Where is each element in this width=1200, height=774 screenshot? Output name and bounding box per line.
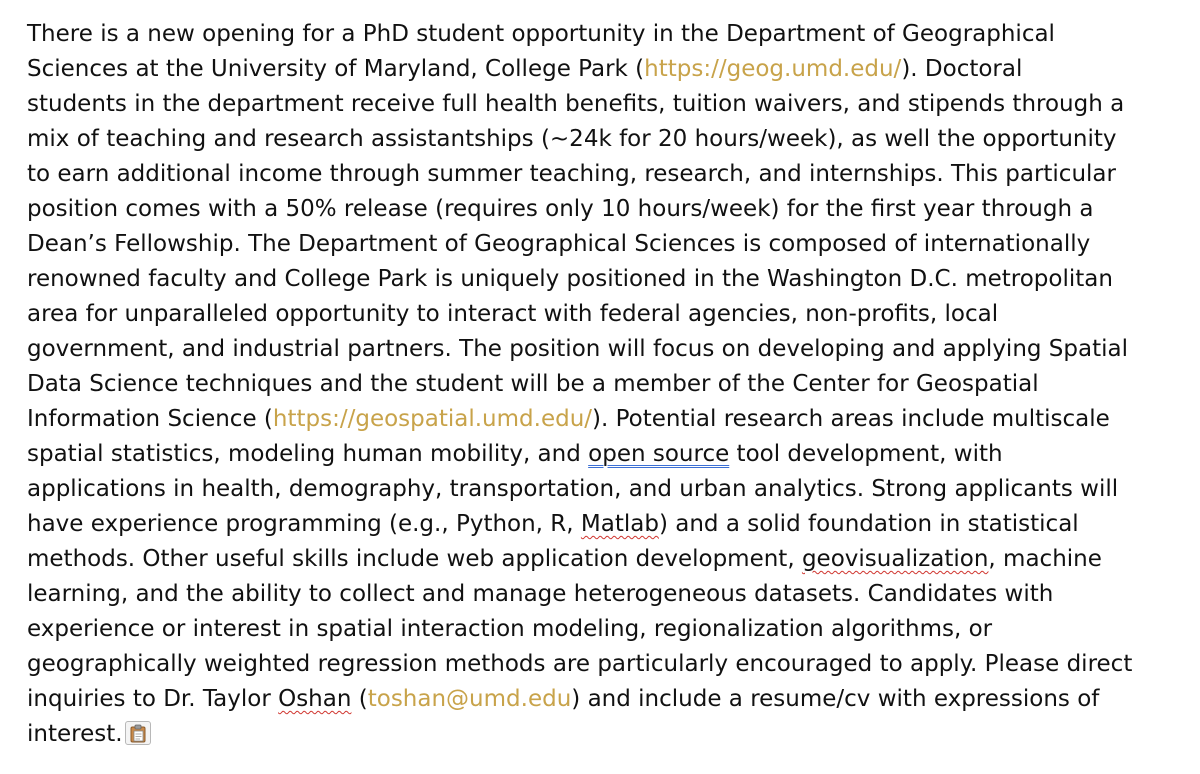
text-run: Information Science (: [27, 406, 273, 432]
text-line: [27, 507, 1177, 542]
text-run: interest.: [27, 721, 123, 747]
text-run: experience or interest in spatial interaction modeling, regionalization algorithms, or: [27, 616, 993, 642]
text-run: There is a new opening for a PhD student opportunity in the Department of Geographical: [27, 21, 1055, 47]
misspelled-word[interactable]: geovisualization: [801, 546, 989, 572]
text-line: [27, 612, 1177, 647]
text-line: [27, 52, 1177, 87]
text-run: ) and include a resume/cv with expressions of: [571, 686, 1100, 712]
hyperlink[interactable]: https://geospatial.umd.edu/: [272, 406, 593, 432]
text-line: [27, 402, 1177, 437]
text-run: mix of teaching and research assistantships (~24k for 20 hours/week), as well the opportunity: [27, 126, 1117, 152]
text-run: to earn additional income through summer teaching, research, and internships. This particular: [27, 161, 1116, 187]
text-run: government, and industrial partners. The position will focus on developing and applying Spatial: [27, 336, 1128, 362]
hyperlink[interactable]: https://geog.umd.edu/: [644, 56, 902, 82]
text-run: students in the department receive full health benefits, tuition waivers, and stipends through a: [27, 91, 1125, 117]
text-run: applications in health, demography, transportation, and urban analytics. Strong applicants will: [27, 476, 1119, 502]
text-run: (: [351, 686, 368, 712]
text-run: geographically weighted regression methods are particularly encouraged to apply. Please direct: [27, 651, 1133, 677]
text-run: methods. Other useful skills include web application development,: [27, 546, 802, 572]
misspelled-word[interactable]: Oshan: [278, 686, 352, 712]
text-line: [27, 122, 1177, 157]
misspelled-word[interactable]: Matlab: [580, 511, 659, 537]
text-line: [27, 717, 1177, 752]
text-run: ) and a solid foundation in statistical: [658, 511, 1079, 537]
text-run: ). Potential research areas include multiscale: [592, 406, 1110, 432]
document-body[interactable]: [27, 17, 1177, 752]
text-run: tool development, with: [729, 441, 1003, 467]
text-line: [27, 682, 1177, 717]
text-run: Data Science techniques and the student will be a member of the Center for Geospatial: [27, 371, 1039, 397]
text-run: learning, and the ability to collect and manage heterogeneous datasets. Candidates with: [27, 581, 1054, 607]
text-run: , machine: [988, 546, 1102, 572]
hyperlink[interactable]: toshan@umd.edu: [367, 686, 572, 712]
text-line: [27, 367, 1177, 402]
text-run: inquiries to Dr. Taylor: [27, 686, 279, 712]
text-run: area for unparalleled opportunity to interact with federal agencies, non-profits, local: [27, 301, 999, 327]
text-line: [27, 437, 1177, 472]
text-run: spatial statistics, modeling human mobility, and: [27, 441, 589, 467]
text-run: renowned faculty and College Park is uniquely positioned in the Washington D.C. metropolitan: [27, 266, 1113, 292]
clipboard-paste-icon[interactable]: [125, 721, 151, 745]
text-line: [27, 227, 1177, 262]
text-line: [27, 542, 1177, 577]
text-run: have experience programming (e.g., Python, R,: [27, 511, 581, 537]
text-line: [27, 17, 1177, 52]
text-line: [27, 472, 1177, 507]
text-line: [27, 87, 1177, 122]
grammar-flagged-phrase[interactable]: open source: [588, 441, 730, 467]
text-run: Sciences at the University of Maryland, College Park (: [27, 56, 645, 82]
text-line: [27, 577, 1177, 612]
text-line: [27, 647, 1177, 682]
text-line: [27, 332, 1177, 367]
text-line: [27, 192, 1177, 227]
text-run: position comes with a 50% release (requires only 10 hours/week) for the first year through a: [27, 196, 1094, 222]
text-line: [27, 297, 1177, 332]
text-line: [27, 262, 1177, 297]
text-run: Dean’s Fellowship. The Department of Geographical Sciences is composed of internationally: [27, 231, 1091, 257]
text-run: ). Doctoral: [901, 56, 1023, 82]
text-line: [27, 157, 1177, 192]
